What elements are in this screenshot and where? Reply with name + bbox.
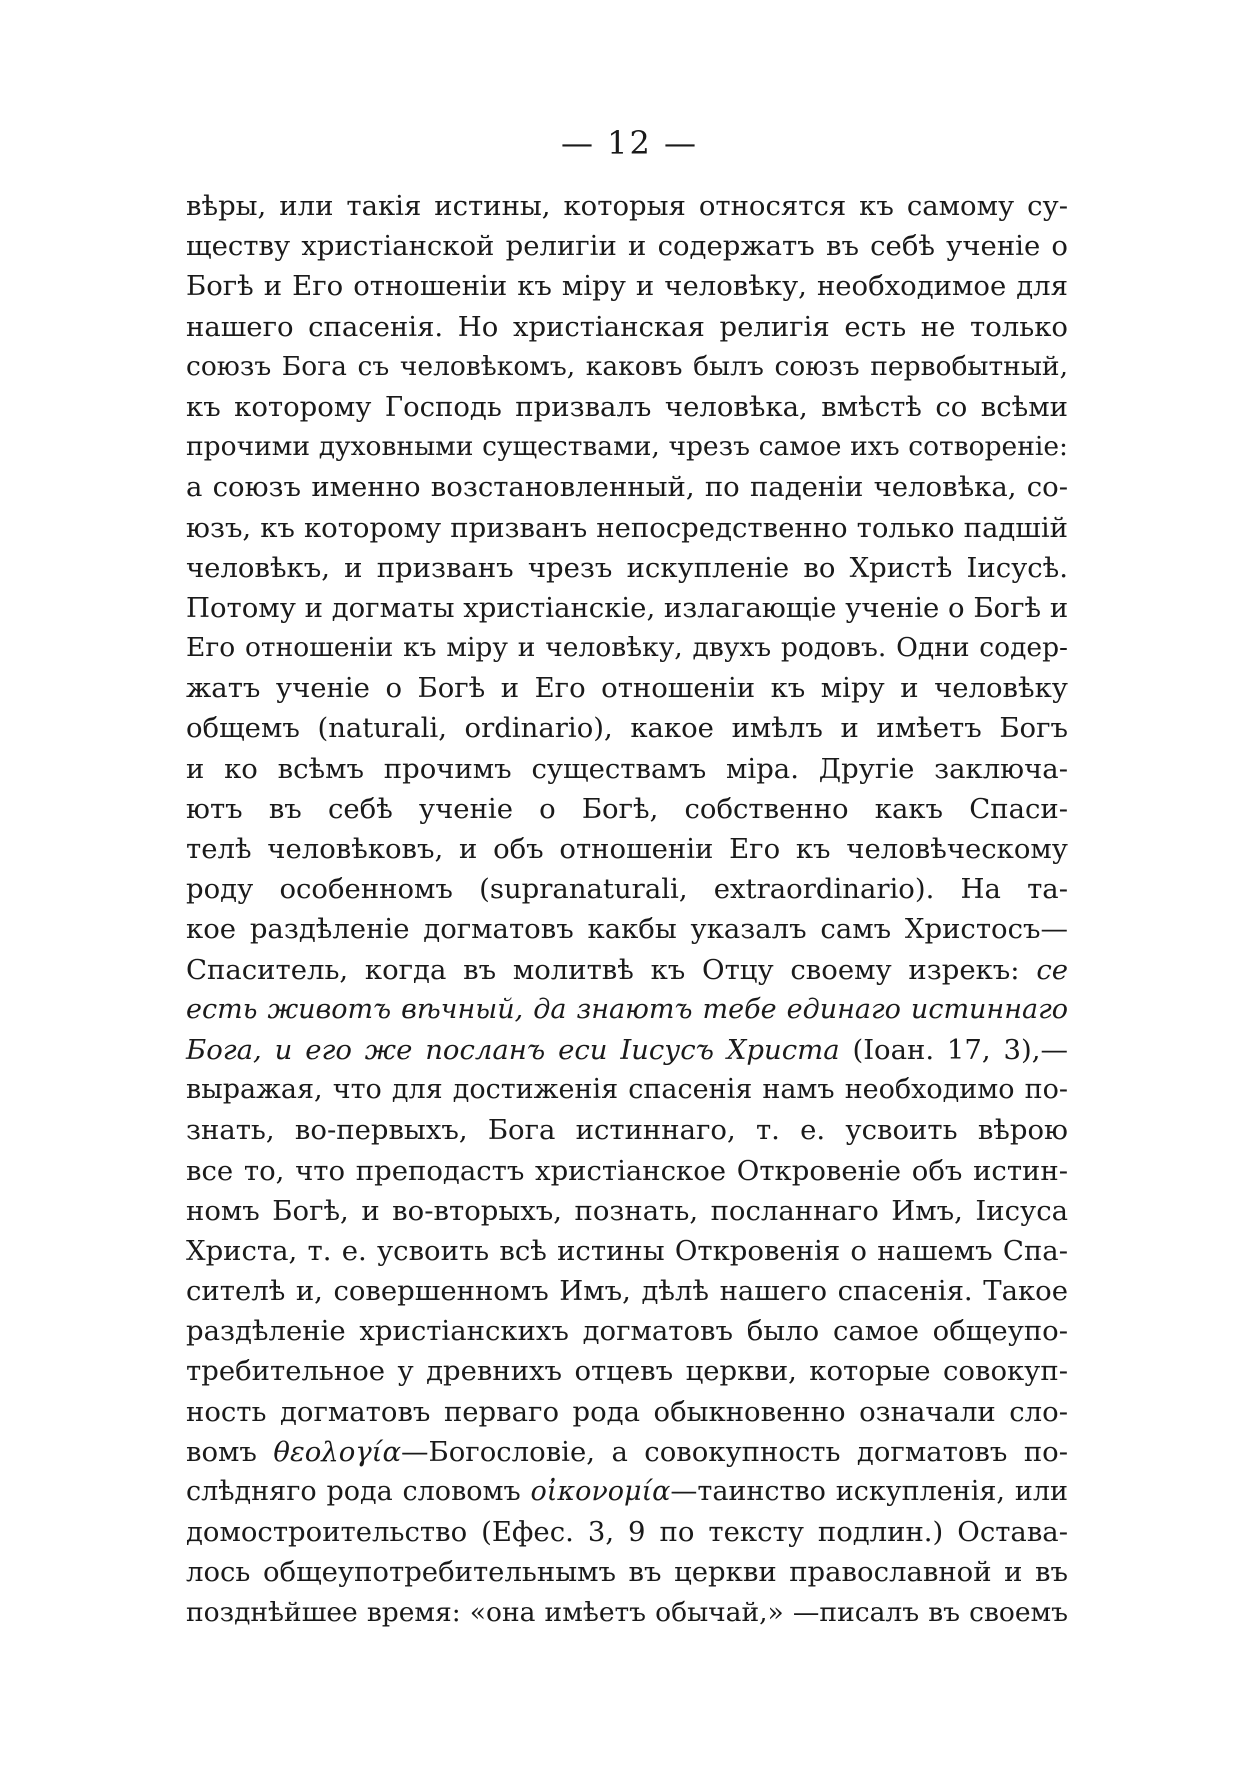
text-line [186, 668, 1068, 708]
text-line [186, 467, 1068, 507]
text-segment: позднѣйшее время: «она имѣетъ обычай,» —писалъ въ своемъ [186, 1596, 1068, 1628]
italic-text-segment: се [1036, 953, 1068, 986]
text-line [186, 1231, 1068, 1271]
text-line [186, 869, 1068, 909]
text-line [186, 950, 1068, 990]
text-line [186, 427, 1068, 467]
text-segment: вомъ [186, 1435, 274, 1468]
text-segment: все то, что преподастъ христіанское Откровеніе объ истин- [186, 1154, 1068, 1187]
text-segment: слѣдняго рода словомъ [186, 1476, 531, 1507]
text-segment: номъ Богѣ, и во-вторыхъ, познать, посланнаго Имъ, Іисуса [186, 1194, 1068, 1227]
text-segment: раздѣленіе христіанскихъ догматовъ было самое общеупо- [186, 1315, 1068, 1348]
text-segment: знать, во-первыхъ, Бога истиннаго, т. е. усвоить вѣрою [186, 1114, 1068, 1147]
text-segment: сителѣ и, совершенномъ Имъ, дѣлѣ нашего спасенія. Такое [186, 1275, 1068, 1308]
text-segment: (Іоан. 17, 3),— [839, 1033, 1068, 1066]
text-line [186, 628, 1068, 668]
page-number: — 12 — [560, 124, 699, 162]
text-line [186, 749, 1068, 789]
text-line [186, 387, 1068, 427]
body-text [186, 186, 1068, 1633]
text-segment: Потому и догматы христіанскіе, излагающіе ученіе о Богѣ и [186, 591, 1069, 624]
text-line [186, 829, 1068, 869]
text-segment: а союзъ именно возстановленный, по паденіи человѣка, со- [186, 471, 1068, 504]
text-line [186, 1271, 1068, 1311]
text-line [186, 1351, 1068, 1391]
text-line [186, 1151, 1068, 1191]
text-segment: лось общеупотребительнымъ въ церкви православной и въ [186, 1556, 1068, 1589]
text-line [186, 508, 1068, 548]
italic-text-segment: οἰκονομία [530, 1476, 671, 1507]
text-line [186, 1110, 1068, 1150]
text-segment: и ко всѣмъ прочимъ существамъ міра. Другіе заключа- [186, 752, 1068, 785]
text-segment: общемъ (naturali, ordinario), какое имѣлъ и имѣетъ Богъ [186, 712, 1068, 745]
text-segment: ность догматовъ перваго рода обыкновенно означали сло- [186, 1395, 1068, 1428]
text-line [186, 588, 1068, 628]
text-segment: телѣ человѣковъ, и объ отношеніи Его къ человѣческому [186, 833, 1068, 865]
text-line [186, 909, 1068, 949]
text-line [186, 1030, 1068, 1070]
text-segment: ютъ въ себѣ ученіе о Богѣ, собственно какъ Спаси- [186, 792, 1068, 825]
italic-text-segment: есть животъ вѣчный, да знаютъ тебе единаго истиннаго [186, 993, 1068, 1025]
text-line [186, 1432, 1068, 1472]
text-line [186, 266, 1068, 306]
text-segment: требительное у древнихъ отцевъ церкви, которые совокуп- [186, 1355, 1068, 1388]
text-line [186, 708, 1068, 748]
text-segment: роду особенномъ (supranaturali, extraordinario). На та- [186, 873, 1068, 906]
text-segment: Его отношеніи къ міру и человѣку, двухъ родовъ. Одни содер- [186, 632, 1068, 664]
text-line [186, 226, 1068, 266]
text-line [186, 990, 1068, 1030]
text-segment: ществу христіанской религіи и содержатъ въ себѣ ученіе о [186, 230, 1068, 263]
text-segment: Христа, т. е. усвоить всѣ истины Откровенія о нашемъ Спа- [186, 1234, 1068, 1267]
text-line [186, 789, 1068, 829]
text-segment: Спаситель, когда въ молитвѣ къ Отцу своему изрекъ: [186, 953, 1037, 986]
italic-text-segment: θεολογία [273, 1435, 402, 1468]
text-segment: Богѣ и Его отношеніи къ міру и человѣку, необходимое для [186, 270, 1068, 303]
text-segment: юзъ, къ которому призванъ непосредственно только падшій [186, 511, 1068, 544]
text-line [186, 347, 1068, 387]
text-segment: прочими духовными существами, чрезъ самое ихъ сотвореніе: [186, 431, 1068, 463]
text-segment: вѣры, или такія истины, которыя относятся къ самому су- [186, 190, 1068, 222]
text-line [186, 1311, 1068, 1351]
text-line [186, 1472, 1068, 1512]
text-segment: выражая, что для достиженія спасенія намъ необходимо по- [186, 1074, 1068, 1106]
text-line [186, 548, 1068, 588]
italic-text-segment: Бога, и его же посланъ еси Іисусъ Христа [186, 1033, 840, 1066]
text-line [186, 186, 1068, 226]
text-line [186, 1512, 1068, 1552]
text-segment: жатъ ученіе о Богѣ и Его отношеніи къ міру и человѣку [186, 672, 1068, 705]
text-line [186, 1191, 1068, 1231]
text-segment: —Богословіе, а совокупность догматовъ по- [401, 1435, 1068, 1468]
text-segment: союзъ Бога съ человѣкомъ, каковъ былъ союзъ первобытный, [186, 350, 1068, 382]
text-segment: человѣкъ, и призванъ чрезъ искупленіе во Христѣ Іисусѣ. [186, 551, 1068, 584]
text-segment: кое раздѣленіе догматовъ какбы указалъ самъ Христосъ— [186, 913, 1068, 946]
text-line [186, 1070, 1068, 1110]
text-segment: къ которому Господь призвалъ человѣка, вмѣстѣ со всѣми [186, 390, 1068, 423]
text-segment: домостроительство (Ефес. 3, 9 по тексту подлин.) Остава- [186, 1516, 1068, 1549]
text-segment: —таинство искупленія, или [670, 1476, 1068, 1507]
text-segment: нашего спасенія. Но христіанская религія есть не только [186, 310, 1068, 343]
text-line [186, 1392, 1068, 1432]
text-line [186, 307, 1068, 347]
text-line [186, 1593, 1068, 1633]
text-line [186, 1552, 1068, 1592]
